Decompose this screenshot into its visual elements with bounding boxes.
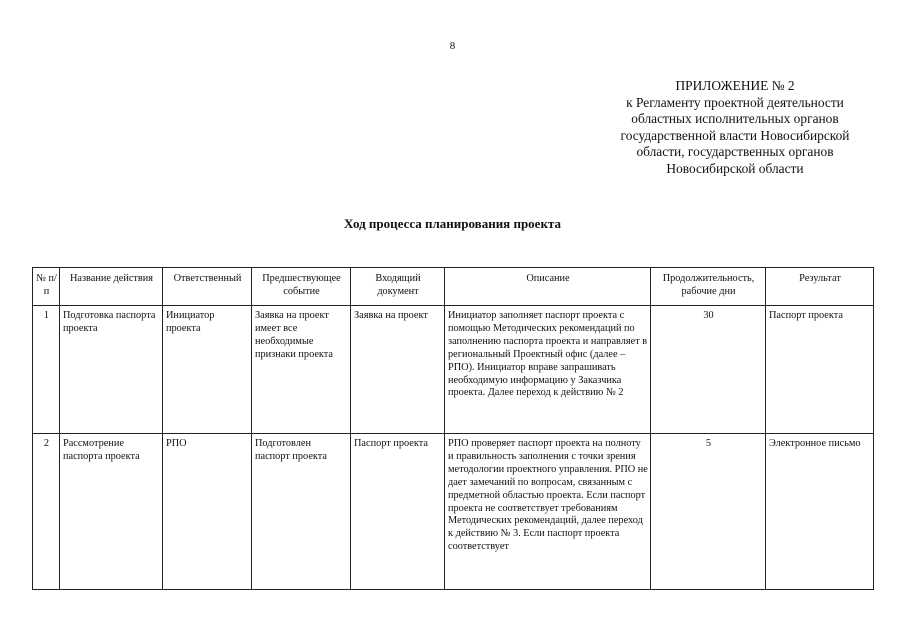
process-table <box>32 267 874 590</box>
appendix-line: к Регламенту проектной деятельности <box>626 94 844 110</box>
cell-number: 1 <box>33 306 60 434</box>
cell-responsible: Инициатор проекта <box>163 306 252 434</box>
appendix-line: Новосибирской области <box>666 160 804 176</box>
appendix-line: областных исполнительных органов <box>631 111 839 126</box>
cell-previous-event: Заявка на проект имеет все необходимые признаки проекта <box>252 306 351 434</box>
cell-responsible: РПО <box>163 434 252 590</box>
cell-previous-event: Подготовлен паспорт проекта <box>252 434 351 590</box>
header-previous-event: Предшествующее событие <box>252 268 351 306</box>
cell-input-document: Паспорт проекта <box>351 434 445 590</box>
table-row <box>33 434 874 590</box>
appendix-header <box>590 78 880 177</box>
cell-input-document: Заявка на проект <box>351 306 445 434</box>
header-duration: Продолжительность, рабочие дни <box>651 268 766 306</box>
cell-description: РПО проверяет паспорт проекта на полноту и правильность заполнения с точки зрения методологии проектного управления. РПО не дает замечаний по вопросам, связанным с предметной областью проекта. Если паспорт проекта не соответствует требованиям Методических рекомендаций, далее переход к действию № 3. Если паспорт проекта соответствует <box>445 434 651 590</box>
cell-action: Подготовка паспорта проекта <box>60 306 163 434</box>
cell-duration: 5 <box>651 434 766 590</box>
appendix-line: ПРИЛОЖЕНИЕ № 2 <box>675 78 795 93</box>
cell-action: Рассмотрение паспорта проекта <box>60 434 163 590</box>
appendix-line: государственной власти Новосибирской <box>620 127 850 143</box>
header-responsible: Ответственный <box>163 268 252 306</box>
cell-duration: 30 <box>651 306 766 434</box>
cell-number: 2 <box>33 434 60 590</box>
cell-result: Электронное письмо <box>766 434 874 590</box>
header-number: № п/п <box>33 268 60 306</box>
document-title: Ход процесса планирования проекта <box>343 216 561 231</box>
table-header-row <box>33 268 874 306</box>
header-input-document: Входящий документ <box>351 268 445 306</box>
cell-description: Инициатор заполняет паспорт проекта с помощью Методических рекомендаций по заполнению паспорта проекта и направляет в региональный Проектный офис (далее – РПО). Инициатор вправе запрашивать необходимую информацию у Заказчика проекта. Далее переход к действию № 2 <box>445 306 651 434</box>
header-action: Название действия <box>60 268 163 306</box>
page-number: 8 <box>449 40 456 52</box>
cell-result: Паспорт проекта <box>766 306 874 434</box>
header-result: Результат <box>766 268 874 306</box>
header-description: Описание <box>445 268 651 306</box>
appendix-line: области, государственных органов <box>636 144 834 159</box>
table-row <box>33 306 874 434</box>
